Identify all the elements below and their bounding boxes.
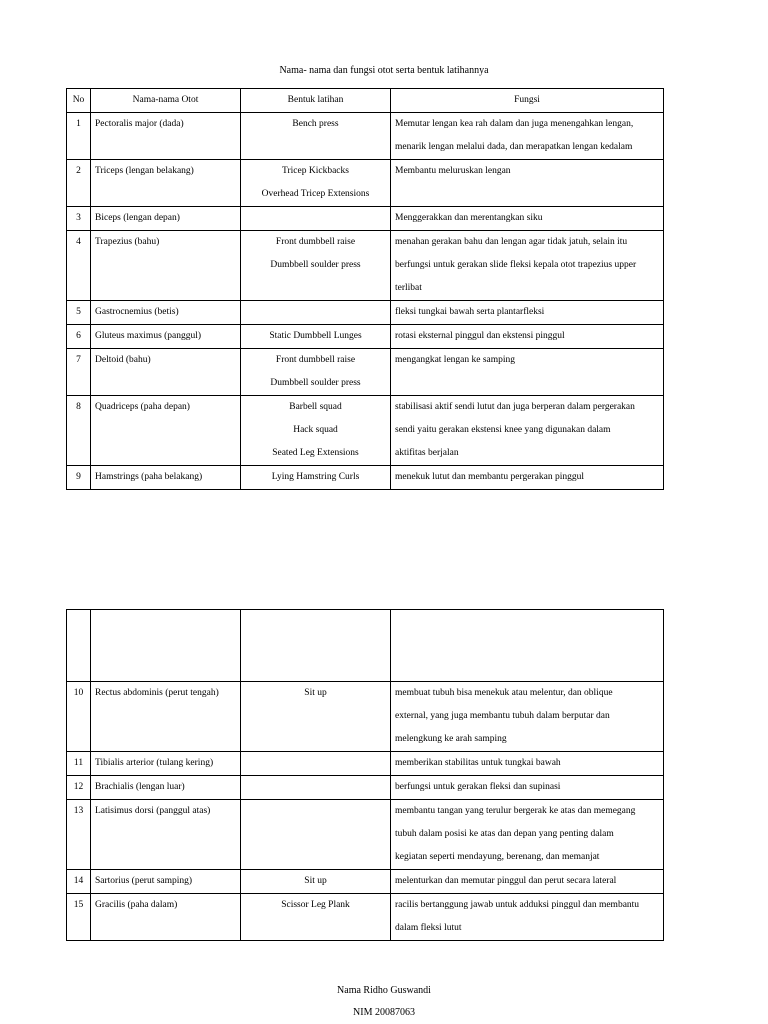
exercise-name: Static Dumbbell Lunges — [269, 331, 362, 341]
exercise-cell — [241, 301, 391, 325]
muscle-table-1 — [66, 88, 664, 490]
function-text: terlibat — [395, 283, 422, 293]
table-header-row — [67, 89, 664, 113]
row-number: 15 — [67, 894, 91, 941]
muscle-name: Gluteus maximus (panggul) — [91, 325, 241, 349]
table-row — [67, 870, 664, 894]
blank-cell — [391, 610, 664, 682]
muscle-name: Pectoralis major (dada) — [91, 113, 241, 160]
exercise-cell — [241, 160, 391, 207]
exercise-name: Overhead Tricep Extensions — [261, 189, 370, 199]
function-cell — [391, 207, 664, 231]
muscle-name: Trapezius (bahu) — [91, 231, 241, 301]
function-cell — [391, 800, 664, 870]
row-number: 7 — [67, 349, 91, 396]
function-text: fleksi tungkai bawah serta plantarfleksi — [395, 307, 545, 317]
muscle-name: Latisimus dorsi (panggul atas) — [91, 800, 241, 870]
function-cell — [391, 349, 664, 396]
muscle-name: Gastrocnemius (betis) — [91, 301, 241, 325]
muscle-name: Gracilis (paha dalam) — [91, 894, 241, 941]
function-text: melengkung ke arah samping — [395, 734, 507, 744]
exercise-name: Seated Leg Extensions — [272, 448, 359, 458]
row-number: 5 — [67, 301, 91, 325]
exercise-name: Tricep Kickbacks — [282, 166, 349, 176]
exercise-cell — [241, 894, 391, 941]
student-nim: NIM 20087063 — [353, 1007, 415, 1018]
function-text: Membantu meluruskan lengan — [395, 166, 511, 176]
function-text: berfungsi untuk gerakan slide fleksi kepala otot trapezius upper — [395, 260, 637, 270]
row-number: 8 — [67, 396, 91, 466]
function-cell — [391, 325, 664, 349]
exercise-name: Front dumbbell raise — [275, 355, 356, 365]
row-number: 3 — [67, 207, 91, 231]
function-text: kegiatan seperti mendayung, berenang, dan memanjat — [395, 852, 600, 862]
table-row — [67, 396, 664, 466]
muscle-name: Rectus abdominis (perut tengah) — [91, 682, 241, 752]
muscle-name: Triceps (lengan belakang) — [91, 160, 241, 207]
function-cell — [391, 113, 664, 160]
muscle-name: Biceps (lengan depan) — [91, 207, 241, 231]
function-cell — [391, 160, 664, 207]
function-cell — [391, 752, 664, 776]
muscle-name: Deltoid (bahu) — [91, 349, 241, 396]
table-row — [67, 894, 664, 941]
function-text: external, yang juga membantu tubuh dalam berputar dan — [395, 711, 610, 721]
function-cell — [391, 870, 664, 894]
function-text: tubuh dalam posisi ke atas dan depan yang penting dalam — [395, 829, 614, 839]
function-text: menekuk lutut dan membantu pergerakan pinggul — [395, 472, 584, 482]
table-row — [67, 682, 664, 752]
function-text: membuat tubuh bisa menekuk atau melentur, dan oblique — [395, 688, 613, 698]
function-text: sendi yaitu gerakan ekstensi knee yang digunakan dalam — [395, 425, 611, 435]
exercise-cell — [241, 800, 391, 870]
function-text: membantu tangan yang terulur bergerak ke atas dan memegang — [395, 806, 636, 816]
exercise-cell — [241, 776, 391, 800]
row-number: 4 — [67, 231, 91, 301]
table-row — [67, 207, 664, 231]
table-row — [67, 800, 664, 870]
exercise-name: Bench press — [292, 119, 339, 129]
muscle-name: Tibialis arterior (tulang kering) — [91, 752, 241, 776]
student-name: Nama Ridho Guswandi — [337, 985, 431, 996]
exercise-name: Dumbbell soulder press — [270, 260, 361, 270]
blank-cell — [91, 610, 241, 682]
row-number: 13 — [67, 800, 91, 870]
exercise-cell — [241, 682, 391, 752]
muscle-name: Brachialis (lengan luar) — [91, 776, 241, 800]
exercise-cell — [241, 113, 391, 160]
function-text: memberikan stabilitas untuk tungkai bawah — [395, 758, 561, 768]
function-text: Menggerakkan dan merentangkan siku — [395, 213, 543, 223]
header-no: No — [67, 89, 91, 113]
function-text: menarik lengan melalui dada, dan merapatkan lengan kedalam — [395, 142, 633, 152]
function-text: Memutar lengan kea rah dalam dan juga menengahkan lengan, — [395, 119, 634, 129]
muscle-name: Quadriceps (paha depan) — [91, 396, 241, 466]
function-cell — [391, 466, 664, 490]
function-text: dalam fleksi lutut — [395, 923, 462, 933]
table-row — [67, 349, 664, 396]
row-number: 9 — [67, 466, 91, 490]
row-number: 1 — [67, 113, 91, 160]
function-cell — [391, 894, 664, 941]
row-number: 12 — [67, 776, 91, 800]
document-title: Nama- nama dan fungsi otot serta bentuk latihannya — [279, 65, 489, 76]
row-number: 11 — [67, 752, 91, 776]
table-row — [67, 776, 664, 800]
blank-row — [67, 610, 664, 682]
exercise-cell — [241, 325, 391, 349]
header-function: Fungsi — [391, 89, 664, 113]
table-row — [67, 752, 664, 776]
muscle-name: Sartorius (perut samping) — [91, 870, 241, 894]
exercise-cell — [241, 466, 391, 490]
row-number: 2 — [67, 160, 91, 207]
function-cell — [391, 231, 664, 301]
exercise-cell — [241, 752, 391, 776]
table-row — [67, 325, 664, 349]
exercise-name: Dumbbell soulder press — [270, 378, 361, 388]
function-cell — [391, 776, 664, 800]
muscle-name: Hamstrings (paha belakang) — [91, 466, 241, 490]
exercise-cell — [241, 870, 391, 894]
function-text: rotasi eksternal pinggul dan ekstensi pinggul — [395, 331, 565, 341]
function-text: aktifitas berjalan — [395, 448, 459, 458]
exercise-name: Sit up — [304, 876, 327, 886]
exercise-cell — [241, 349, 391, 396]
table-row — [67, 113, 664, 160]
exercise-name: Sit up — [304, 688, 327, 698]
function-cell — [391, 301, 664, 325]
function-text: berfungsi untuk gerakan fleksi dan supinasi — [395, 782, 561, 792]
exercise-name: Scissor Leg Plank — [281, 900, 350, 910]
exercise-cell — [241, 207, 391, 231]
signature-block — [0, 980, 768, 1024]
function-text: menahan gerakan bahu dan lengan agar tidak jatuh, selain itu — [395, 237, 628, 247]
function-text: mengangkat lengan ke samping — [395, 355, 516, 365]
blank-cell — [241, 610, 391, 682]
exercise-cell — [241, 396, 391, 466]
header-muscle-name: Nama-nama Otot — [91, 89, 241, 113]
table-row — [67, 301, 664, 325]
blank-cell — [67, 610, 91, 682]
row-number: 6 — [67, 325, 91, 349]
exercise-name: Barbell squad — [289, 402, 342, 412]
function-text: melenturkan dan memutar pinggul dan perut secara lateral — [395, 876, 617, 886]
exercise-name: Lying Hamstring Curls — [271, 472, 360, 482]
table-row — [67, 160, 664, 207]
function-cell — [391, 682, 664, 752]
function-text: racilis bertanggung jawab untuk adduksi pinggul dan membantu — [395, 900, 640, 910]
exercise-name: Front dumbbell raise — [275, 237, 356, 247]
table-row — [67, 231, 664, 301]
muscle-table-2 — [66, 609, 664, 941]
table-row — [67, 466, 664, 490]
row-number: 10 — [67, 682, 91, 752]
row-number: 14 — [67, 870, 91, 894]
function-cell — [391, 396, 664, 466]
function-text: stabilisasi aktif sendi lutut dan juga berperan dalam pergerakan — [395, 402, 635, 412]
exercise-cell — [241, 231, 391, 301]
exercise-name: Hack squad — [293, 425, 338, 435]
header-exercise: Bentuk latihan — [241, 89, 391, 113]
